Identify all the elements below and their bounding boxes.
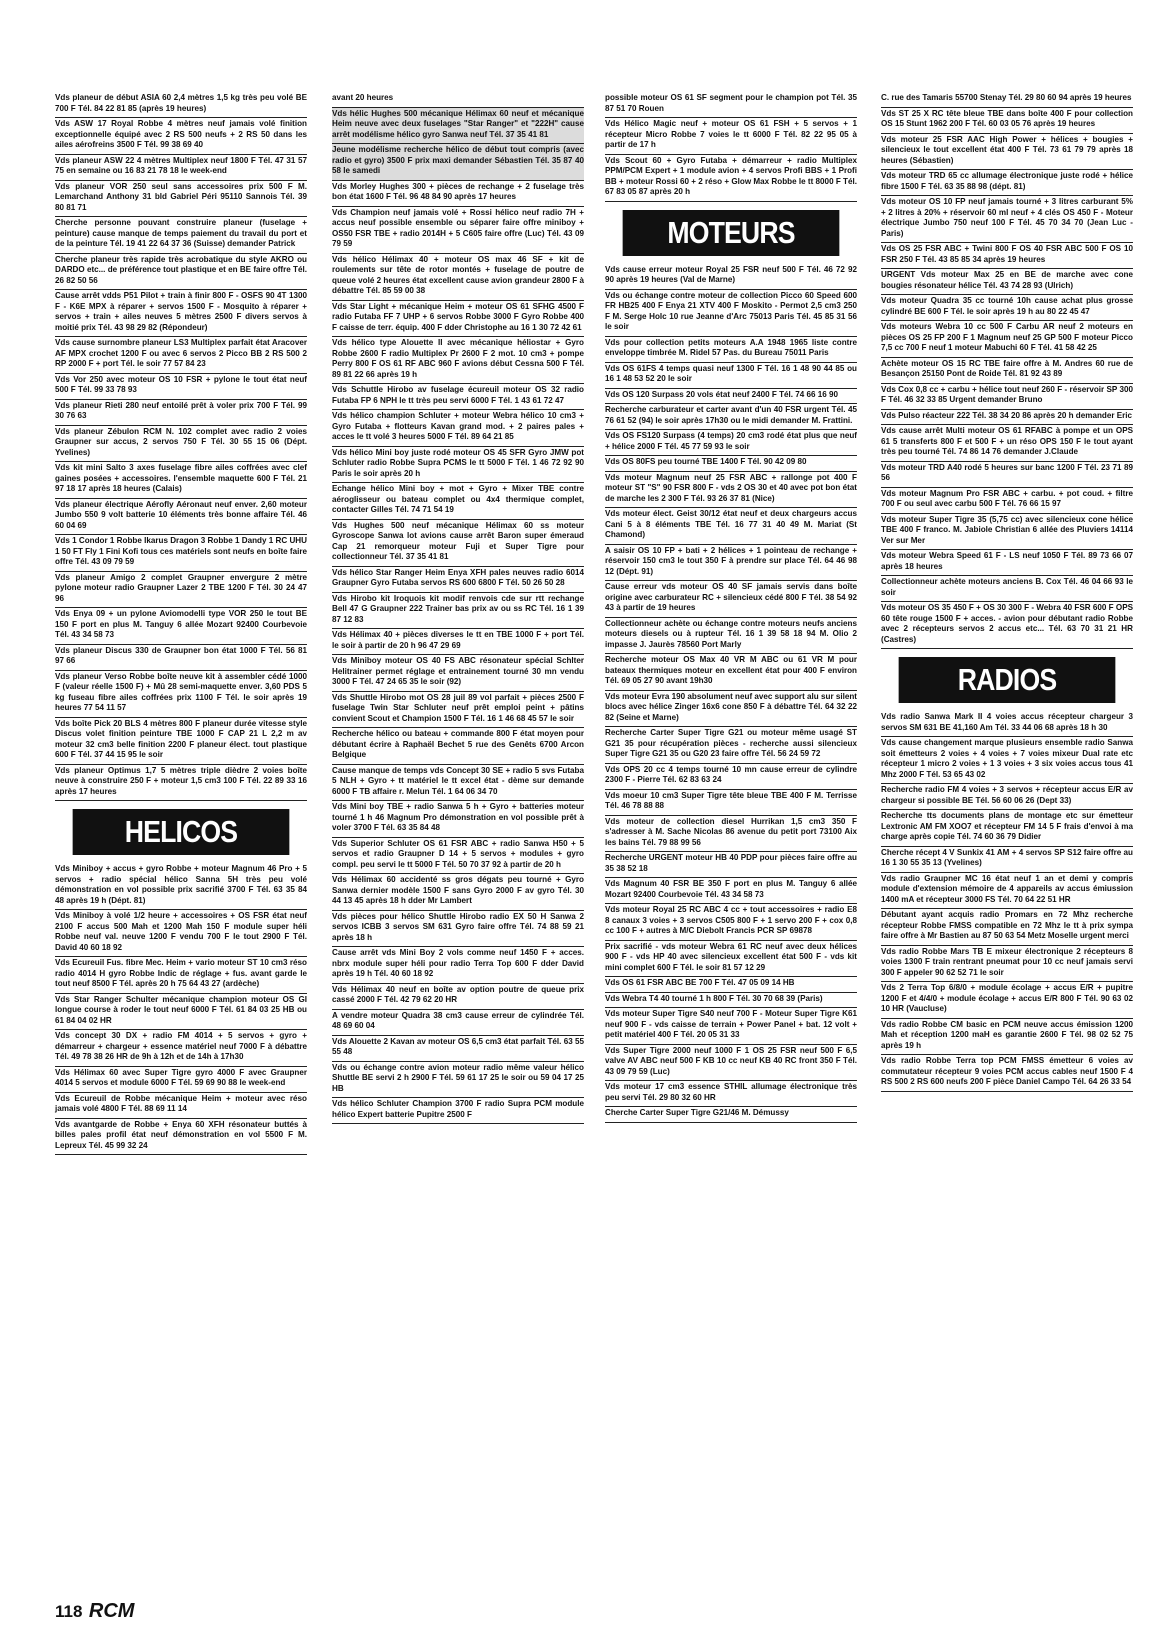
classified-ad: URGENT Vds moteur Max 25 en BE de marche avec cone bougies résonateur hélice Tél. 43 74 28 93 (Ulrich) xyxy=(881,269,1133,295)
classified-ad: Vds Hélico Magic neuf + moteur OS 61 FSH + 5 servos + 1 récepteur Micro Robbe 7 voies le tt 6000 F Tél. 82 22 95 05 à partir de 17 h xyxy=(605,118,857,155)
classified-ad: Vds moteur Super Tigre 35 (5,75 cc) avec silencieux cone hélice TBE 400 F franco. M. Jabiole Christian 6 allée des Pluviers 14114 Ver sur Mer xyxy=(881,514,1133,551)
classified-ad: Vds planeur VOR 250 seul sans accessoires prix 500 F M. Lemarchand Anthony 31 bld Gabriel Péri 95110 Sannois Tél. 39 80 81 71 xyxy=(55,181,307,218)
classified-ad: Vds moteur OS 10 FP neuf jamais tourné + 3 litres carburant 5% + 2 litres à 20% + réservoir 60 ml neuf + 4 clés OS 450 F - Moteur électrique Jumbo 750 neuf 100 F Tél. 45 70 34 70 (Jean Luc - Paris) xyxy=(881,196,1133,243)
column-4 xyxy=(881,92,1133,1092)
section-heading: HELICOS xyxy=(73,809,290,855)
classified-ad: Vds avantgarde de Robbe + Enya 60 XFH résonateur buttés à billes pales profil état neuf démonstration en vol 5500 F M. Lepreux Tél. 45 99 32 24 xyxy=(55,1119,307,1156)
classified-ad: Vds Scout 60 + Gyro Futaba + démarreur + radio Multiplex PPM/PCM Expert + 1 module avion + 4 servos Profi BBS + 1 Profi BB + moteur Rossi 60 + 2 réso + Glow Max Robbe le tt 8000 F Tél. 67 83 05 87 après 20 h xyxy=(605,155,857,202)
classified-ad: Recherche carburateur et carter avant d'un 40 FSR urgent Tél. 45 76 61 52 (94) le soir après 17h30 ou le midi demander M. Frattini. xyxy=(605,404,857,430)
classified-ad: Vds Star Ranger Schulter mécanique champion moteur OS GI longue course à roder le tout neuf 6000 F Tél. 61 84 03 25 HB ou 61 84 04 02 HR xyxy=(55,994,307,1031)
classified-ad: A vendre moteur Quadra 38 cm3 cause erreur de cylindrée Tél. 48 69 60 04 xyxy=(332,1010,584,1036)
classified-ad: Vds Pulso réacteur 222 Tél. 38 34 20 86 après 20 h demander Eric xyxy=(881,410,1133,426)
classified-ad: Vds Ecureuil de Robbe mécanique Heim + moteur avec réso jamais volé 4800 F Tél. 88 69 11 14 xyxy=(55,1093,307,1119)
classified-ad: Vds boîte Pick 20 BLS 4 mètres 800 F planeur durée vitesse style Discus volet finition peinture TBE 1000 F CAP 21 L 2,2 m av moteur 32 cm3 belle finition 2200 F planeur élect. tout plastique 600 F Tél. 37 44 15 95 le soir xyxy=(55,718,307,765)
classified-ad: Cherche Carter Super Tigre G21/46 M. Démussy xyxy=(605,1107,857,1123)
classified-ad: Vds pièces pour hélico Shuttle Hirobo radio EX 50 H Sanwa 2 servos ICBB 3 servos SM 631 Gyro faire offre Tél. 74 88 59 21 après 18 h xyxy=(332,911,584,948)
classified-ad: Vds Webra T4 40 tourné 1 h 800 F Tél. 30 70 68 39 (Paris) xyxy=(605,993,857,1009)
classified-ad: Recherche hélico ou bateau + commande 800 F état moyen pour débutant écrire à Raphaël Bechet 5 rue des Genêts 6700 Arcon Belgique xyxy=(332,728,584,765)
classified-ad: avant 20 heures xyxy=(332,92,584,108)
classified-ad: Cherche récept 4 V Sunkix 41 AM + 4 servos SP S12 faire offre au 16 1 30 55 35 13 (Yvelines) xyxy=(881,847,1133,873)
classified-ad: Vds moteur Super Tigre S40 neuf 700 F - Moteur Super Tigre K61 neuf 900 F - vds caisse de terrain + Power Panel + bat. 12 volt + petit matériel 400 F Tél. 20 05 31 33 xyxy=(605,1008,857,1045)
classified-ad: Cherche planeur très rapide très acrobatique du style AKRO ou DARDO etc... de préférence tout plastique et en BE faire offre Tél. 26 82 50 56 xyxy=(55,254,307,291)
classified-ad: Vds moteur de collection diesel Hurrikan 1,5 cm3 350 F s'adresser à M. Sache Nicolas 86 avenue du petit port 73100 Aix les bains Tél. 79 88 99 56 xyxy=(605,816,857,853)
classified-ad: Vds moteur TRD 65 cc allumage électronique juste rodé + hélice fibre 1500 F Tél. 63 35 88 98 (dépt. 81) xyxy=(881,170,1133,196)
classified-ad: Vds Star Light + mécanique Heim + moteur OS 61 SFHG 4500 F radio Futaba FF 7 UHP + 6 servos Robbe 3000 F Gyro Robbe 400 F caisse de terr. équip. 400 F dder Christophe au 16 1 30 72 42 61 xyxy=(332,301,584,338)
classified-ad: Vds OS 80FS peu tourné TBE 1400 F Tél. 90 42 09 80 xyxy=(605,456,857,472)
classified-ad: Vds hélico type Alouette II avec mécanique héliostar + Gyro Robbe 2600 F radio Multiplex Pr 2600 F 2 mot. 10 cm3 + pompe Perry 800 F OS 61 RF ABC 960 F avions début Cessna 500 F Tél. 89 81 22 66 après 19 h xyxy=(332,337,584,384)
classified-ad: Vds planeur électrique Aérofly Aéronaut neuf enver. 2,60 moteur Jumbo 550 9 volt batterie 10 éléments très bonne affaire Tél. 46 60 04 69 xyxy=(55,499,307,536)
classified-ad: Vds moteur Quadra 35 cc tourné 10h cause achat plus grosse cylindré BE 600 F Tél. le soir après 19 h au 80 22 45 47 xyxy=(881,295,1133,321)
classified-ad: Vds planeur Discus 330 de Graupner bon état 1000 F Tél. 56 81 97 66 xyxy=(55,645,307,671)
classified-ad: Vds moteur 25 FSR AAC High Power + hélices + bougies + silencieux le tout excellent état 400 F Tél. 73 61 79 79 après 18 heures (Sébastien) xyxy=(881,134,1133,171)
classified-ad: Vds radio Graupner MC 16 état neuf 1 an et demi y compris module d'extension mémoire de 4 appareils av accus émiussion 1400 mA et récepteur 3000 FS Tél. 70 64 22 51 HR xyxy=(881,873,1133,910)
classified-ad: Vds hélico Star Ranger Heim Enya XFH pales neuves radio 6014 Graupner Gyro Futaba servos RS 600 6800 F Tél. 50 26 50 28 xyxy=(332,567,584,593)
classified-ad: Vds moteur Magnum neuf 25 FSR ABC + rallonge pot 400 F moteur ST "S" 90 FSR 800 F - vds 2 OS 30 et 40 avec pot bon état de marche les 2 300 F Tél. 93 26 37 81 (Nice) xyxy=(605,472,857,509)
classified-ad: Vds planeur Zébulon RCM N. 102 complet avec radio 2 voies Graupner sur accus, 2 servos 750 F Tél. 30 55 15 06 (Dépt. Yvelines) xyxy=(55,426,307,463)
classified-ad: Collectionneur achète moteurs anciens B. Cox Tél. 46 04 66 93 le soir xyxy=(881,576,1133,602)
section-heading: RADIOS xyxy=(899,657,1116,703)
magazine-logo: RCM xyxy=(88,1600,135,1622)
classified-ad: Vds moteur OS 35 450 F + OS 30 300 F - Webra 40 FSR 600 F OPS 60 tête rouge 1500 F + acces. - avion pour débutant radio Robbe avec 2 récepteurs servos 2 accus etc... Tél. 63 70 31 21 HR (Castres) xyxy=(881,602,1133,649)
classified-ad: Vds planeur Optimus 1,7 5 mètres triple dièdre 2 voies boîte neuve à construire 250 F + moteur 1,5 cm3 100 F Tél. 22 89 33 16 après 17 heures xyxy=(55,765,307,802)
classified-ad: Vds Enya 09 + un pylone Aviomodelli type VOR 250 le tout BE 150 F port en plus M. Tanguy 6 allée Mozart 92400 Courbevoie Tél. 43 34 58 73 xyxy=(55,608,307,645)
classified-ad: Cause arrêt vdds P51 Pilot + train à finir 800 F - OSFS 90 4T 1300 F - K6E MPX à réparer + servos 1500 F - Mosquito à réparer + servos + train + ailes neuves 5 mètres 2500 F divers servos à moitié prix Tél. 43 98 29 82 (Répondeur) xyxy=(55,290,307,337)
classified-ad: Vds OPS 20 cc 4 temps tourné 10 mn cause erreur de cylindre 2300 F - Pierre Tél. 62 83 63 24 xyxy=(605,764,857,790)
classified-ad: Cause manque de temps vds Concept 30 SE + radio 5 svs Futaba 5 NLH + Gyro + tt matériel le tt excel état - dème sur demande 6000 F TB affaire r. Melun Tél. 1 64 06 34 70 xyxy=(332,765,584,802)
classified-ad: Vds ou échange contre avion moteur radio même valeur hélico Shuttle BE servi 2 h 2900 F Tél. 59 61 17 25 le soir ou 59 04 17 25 HB xyxy=(332,1062,584,1099)
classified-ad: Vds Vor 250 avec moteur OS 10 FSR + pylone le tout état neuf 500 F Tél. 99 33 78 93 xyxy=(55,374,307,400)
classified-ad: Vds kit mini Salto 3 axes fuselage fibre ailes coffrées avec clef gaines posées + accessoires. l'ensemble maquette 600 F Tél. 21 97 18 17 après 18 heures (Calais) xyxy=(55,462,307,499)
classified-ad: Vds Super Tigre 2000 neuf 1000 F 1 OS 25 FSR neuf 500 F 6,5 valve AV ABC neuf 500 F KB 10 cc neuf KB 40 RC front 350 F Tél. 43 09 79 59 (Luc) xyxy=(605,1045,857,1082)
classified-ad: C. rue des Tamaris 55700 Stenay Tél. 29 80 60 94 après 19 heures xyxy=(881,92,1133,108)
page-number: 118 xyxy=(55,1602,83,1621)
classified-ad: Vds moeur 10 cm3 Super Tigre tête bleue TBE 400 F M. Terrisse Tél. 46 78 88 88 xyxy=(605,790,857,816)
page-footer xyxy=(55,1600,134,1623)
classified-ad: Vds Miniboy à volé 1/2 heure + accessoires + OS FSR état neuf 2100 F accus 500 Mah et 1200 Mah 150 F module super héli Robbe neuf val. neuve 1200 F vendu 700 F le tout 2900 F Tél. David 40 60 18 92 xyxy=(55,910,307,957)
classified-ad: Vds Magnum 40 FSR BE 350 F port en plus M. Tanguy 6 allée Mozart 92400 Courbevoie Tél. 43 34 58 73 xyxy=(605,878,857,904)
column-3 xyxy=(605,92,857,1123)
classified-ad: Vds Miniboy + accus + gyro Robbe + moteur Magnum 46 Pro + 5 servos + radio spécial hélico Sanna 5H très peu volé démonstration en vol possible prix sacrifié 3700 F Tél. 63 35 84 48 après 19 h (Dépt. 81) xyxy=(55,863,307,910)
classified-ad: Vds moteur Royal 25 RC ABC 4 cc + tout accessoires + radio E8 8 canaux 3 voies + 3 servos C505 800 F + 1 servo 200 F + cox 0,8 cc 100 F + autres à M/C Diebolt Francis PCR SP 69878 xyxy=(605,904,857,941)
classified-ad: Vds ASW 17 Royal Robbe 4 mètres neuf jamais volé finition exceptionnelle équipé avec 2 RS 500 neufs + 2 RS 50 dans les ailes aérofreins 3500 F Tél. 99 38 69 40 xyxy=(55,118,307,155)
classified-ad: Vds 1 Condor 1 Robbe Ikarus Dragon 3 Robbe 1 Dandy 1 RC UHU 1 50 FT Fly 1 Fini Kofi tous ces matériels sont neufs en boîte faire offre Tél. 43 09 79 59 xyxy=(55,535,307,572)
classified-ad: Vds planeur Amigo 2 complet Graupner envergure 2 mètre pylone moteur radio Graupner Lazer 2 TBE 1200 F Tél. 30 24 47 96 xyxy=(55,572,307,609)
classified-ad: Vds Hélimax 40 + pièces diverses le tt en TBE 1000 F + port Tél. le soir à partir de 20 h 96 47 29 69 xyxy=(332,629,584,655)
classified-ad: Vds planeur Verso Robbe boîte neuve kit à assembler cédé 1000 F (valeur réelle 1500 F) + Mû 28 semi-maquette enver. 3,60 PDS 5 kg fuseau fibre ailes coffrées prix 1100 F Tél. le soir après 19 heures 77 54 11 57 xyxy=(55,671,307,718)
classified-ad: Vds radio Robbe Mars TB E mixeur électronique 2 récepteurs 8 voies 1300 F train rentrant pneumat pour 10 cc neuf jamais servi 300 F appeler 90 62 52 71 le soir xyxy=(881,946,1133,983)
classified-ad: Vds moteurs Webra 10 cc 500 F Carbu AR neuf 2 moteurs en pièces OS 25 FP 200 F 1 Magnum neuf 25 GP 500 F moteur Picco 7,5 cc 700 F neuf 1 moteur Mabuchi 60 F Tél. 41 58 42 25 xyxy=(881,321,1133,358)
classified-ad: Vds moteur Webra Speed 61 F - LS neuf 1050 F Tél. 89 73 66 07 après 18 heures xyxy=(881,550,1133,576)
classified-ad: Vds 2 Terra Top 6/8/0 + module écolage + accus E/R + pupitre 1200 F et 4/4/0 + module écolage + accus E/R 800 F Tél. 90 63 02 10 HR (Vaucluse) xyxy=(881,982,1133,1019)
classified-ad: Vds ou échange contre moteur de collection Picco 60 Speed 600 FR HB25 400 F Enya 21 XTV 400 F Moskito - Permot 2,5 cm3 250 F M. Serge Holc 10 rue Jeanne d'Arc 75013 Paris Tél. 45 85 31 56 le soir xyxy=(605,290,857,337)
classified-ad: Vds Hélimax 60 avec Super Tigre gyro 4000 F avec Graupner 4014 5 servos et module 6000 F Tél. 59 69 90 88 le week-end xyxy=(55,1067,307,1093)
classified-ad: Vds Miniboy moteur OS 40 FS ABC résonateur spécial Schlter Helitrainer permet réglage et entrainement tourné 30 mn vendu 3000 F Tél. 47 24 65 35 le soir (92) xyxy=(332,655,584,692)
classified-ad: Vds Superior Schluter OS 61 FSR ABC + radio Sanwa H50 + 5 servos et radio Graupner D 14 + 5 servos + modules + gyro compl. peu servi le tt 5000 F Tél. 50 70 37 92 à partir de 20 h xyxy=(332,838,584,875)
classified-ad: Vds Hélimax 40 neuf en boîte av option poutre de queue prix cassé 2000 F Tél. 42 79 62 20 HR xyxy=(332,984,584,1010)
classified-ad: Vds Ecureuil Fus. fibre Mec. Heim + vario moteur ST 10 cm3 réso radio 4014 H gyro Robbe Indic de réglage + fus. avant garde le tout neuf 8500 F Tél. après 20 h 75 64 43 27 (ardèche) xyxy=(55,957,307,994)
classified-ad: A saisir OS 10 FP + bati + 2 hélices + 1 pointeau de rechange + réservoir 150 cm3 le tout 350 F à prendre sur place Tél. 64 46 98 12 (Dépt. 91) xyxy=(605,545,857,582)
classified-ad: Vds OS 61 FSR ABC BE 700 F Tél. 47 05 09 14 HB xyxy=(605,977,857,993)
column-1 xyxy=(55,92,307,1155)
classified-ad: Cause arrêt vds Mini Boy 2 vols comme neuf 1450 F + acces. nbrx module super héli pour radio Terra Top 600 F dder David après 19 h Tél. 40 60 18 92 xyxy=(332,947,584,984)
classified-ad: Vds radio Robbe Terra top PCM FMSS émetteur 6 voies av commutateur récepteur 9 voies PCM accus cables neuf 1500 F 4 RS 500 2 RS 600 neufs 200 F pièce Daniel Campo Tél. 64 26 33 54 xyxy=(881,1055,1133,1092)
classified-ad: Vds Shuttle Hirobo mot OS 28 juil 89 vol parfait + pièces 2500 F fuselage Twin Star Schluter neuf prêt emploi peint + pâtins convient Scout et Champion 1500 F Tél. 16 1 46 68 45 57 le soir xyxy=(332,692,584,729)
classified-ad: Jeune modélisme recherche hélico de début tout compris (avec radio et gyro) 3500 F prix maxi demander Sébastien Tél. 35 87 40 58 le samedi xyxy=(332,144,584,181)
classified-ad: Vds radio Sanwa Mark II 4 voies accus récepteur chargeur 3 servos SM 631 BE 41,160 Am Tél. 33 44 06 68 après 18 h 30 xyxy=(881,711,1133,737)
classified-ad: Vds ST 25 X RC tête bleue TBE dans boîte 400 F pour collection OS 15 Stunt 1962 200 F Tél. 60 03 05 76 après 19 heures xyxy=(881,108,1133,134)
classified-ad: possible moteur OS 61 SF segment pour le champion pot Tél. 35 87 51 70 Rouen xyxy=(605,92,857,118)
classified-ad: Vds moteur élect. Geist 30/12 état neuf et deux chargeurs accus Cani 5 à 8 éléments TBE Tél. 16 77 31 40 49 M. Mariat (St Chamond) xyxy=(605,508,857,545)
classified-ad: Vds Morley Hughes 300 + pièces de rechange + 2 fuselage très bon état 1600 F Tél. 96 48 84 90 après 17 heures xyxy=(332,181,584,207)
classified-ad: Vds Hirobo kit Iroquois kit modif renvois cde sur rtt rechange Bell 47 G Graupner 222 Trainer bas prix av ou ss RC Tél. 16 1 39 87 12 83 xyxy=(332,593,584,630)
classified-ad: Vds moteur 17 cm3 essence STHIL allumage électronique très peu servi Tél. 29 80 32 60 HR xyxy=(605,1081,857,1107)
classified-ad: Vds planeur de début ASIA 60 2,4 mètres 1,5 kg très peu volé BE 700 F Tél. 84 22 81 85 (après 19 heures) xyxy=(55,92,307,118)
classified-ad: Vds OS 61FS 4 temps quasi neuf 1300 F Tél. 16 1 48 90 44 85 ou 16 1 48 53 52 20 le soir xyxy=(605,363,857,389)
classified-ad: Cause erreur vds moteur OS 40 SF jamais servis dans boîte origine avec carburateur RC + silencieux cédé 800 F Tél. 38 54 92 43 à partir de 19 heures xyxy=(605,581,857,618)
classified-ad: Vds hélico champion Schluter + moteur Webra hélico 10 cm3 + Gyro Futaba + flotteurs Kavan grand mod. + 2 paires pales + acces le tt volé 3 heures 5000 F Tél. 89 64 21 85 xyxy=(332,410,584,447)
classified-ad: Vds cause surnombre planeur LS3 Multiplex parfait état Aracover AF MPX crochet 1200 F ou avec 6 servos 2 Picco BB 2 RS 500 2 RP 2000 F + port Tél. le soir 77 57 84 23 xyxy=(55,337,307,374)
classified-ad: Vds Hélimax 60 accidenté ss gros dégats peu tourné + Gyro Sanwa dernier modèle 1500 F sans Gyro 2000 F av gyro Tél. 30 44 13 45 après 18 h dder Mr Lambert xyxy=(332,874,584,911)
classified-ad: Vds pour collection petits moteurs A.A 1948 1965 liste contre enveloppe timbrée M. Ridel 57 Pas. du Bureau 75011 Paris xyxy=(605,337,857,363)
classified-ad: Vds radio Robbe CM basic en PCM neuve accus émission 1200 Mah et réception 1200 maH es garantie 2600 F Tél. 98 02 52 75 après 19 h xyxy=(881,1019,1133,1056)
classified-ad: Vds hélico Mini boy juste rodé moteur OS 45 SFR Gyro JMW pot Schluter radio Robbe Supra PCMS le tt 5000 F Tél. 1 46 72 92 90 Paris le soir après 20 h xyxy=(332,447,584,484)
classified-ad: Vds cause arrêt Multi moteur OS 61 RFABC à pompe et un OPS 61 5 transferts 800 F et 500 F + un réso OPS 150 F le tout ayant très peu tourné Tél. 74 86 14 76 demander J.Claude xyxy=(881,425,1133,462)
classified-ad: Débutant ayant acquis radio Promars en 72 Mhz recherche récepteur Robbe FMSS compatible en 72 Mhz le tt à prix sympa faire offre à Mr Bastien au 87 50 63 54 Metz Moselle urgent merci xyxy=(881,909,1133,946)
classified-ad: Vds planeur ASW 22 4 mètres Multiplex neuf 1800 F Tél. 47 31 57 75 en semaine ou 16 83 21 78 18 le week-end xyxy=(55,155,307,181)
classified-ad: Recherche radio FM 4 voies + 3 servos + récepteur accus E/R av chargeur si possible BE Tél. 56 60 06 26 (Dept 33) xyxy=(881,784,1133,810)
classified-ad: Vds concept 30 DX + radio FM 4014 + 5 servos + gyro + démarreur + chargeur + essence matériel neuf 7000 F à débattre Tél. 49 78 38 26 HR de 9h à 12h et de 14h à 17h30 xyxy=(55,1030,307,1067)
section-heading: MOTEURS xyxy=(623,210,840,256)
classified-ad: Collectionneur achète ou échange contre moteurs neufs anciens moteurs diesels ou à rupteur Tél. 16 1 39 58 18 94 M. Olio 2 impasse J. Jaurès 78560 Port Marly xyxy=(605,618,857,655)
classified-ad: Vds hélico Schluter Champion 3700 F radio Supra PCM module hélico Expert batterie Pupitre 2500 F xyxy=(332,1098,584,1124)
column-2 xyxy=(332,92,584,1124)
classified-ad: Cherche personne pouvant construire planeur (fuselage + peinture) cause manque de temps paiement du travail du port et de la peinture Tél. 19 41 22 64 37 36 (Suisse) demander Patrick xyxy=(55,217,307,254)
classified-ad: Vds Mini boy TBE + radio Sanwa 5 h + Gyro + batteries moteur tourné 1 h 46 Magnum Pro démonstration en vol possible prêt à voler 3700 F Tél. 63 35 84 48 xyxy=(332,801,584,838)
classified-ad: Vds OS 25 FSR ABC + Twini 800 F OS 40 FSR ABC 500 F OS 10 FSR 250 F Tél. 43 85 85 34 après 19 heures xyxy=(881,243,1133,269)
classified-ad: Vds moteur Evra 190 absolument neuf avec support alu sur silent blocs avec hélice Zinger 16x6 cone 850 F à débattre Tél. 64 32 22 82 (Seine et Marne) xyxy=(605,691,857,728)
classified-ad: Prix sacrifié - vds moteur Webra 61 RC neuf avec deux hélices 900 F - vds HP 40 avec silencieux excellent état 500 F - vds kit mini complet 600 F Tél. le soir 81 57 12 29 xyxy=(605,941,857,978)
classified-ad: Vds cause erreur moteur Royal 25 FSR neuf 500 F Tél. 46 72 92 90 après 19 heures (Val de Marne) xyxy=(605,264,857,290)
classified-ad: Vds moteur TRD A40 rodé 5 heures sur banc 1200 F Tél. 23 71 89 56 xyxy=(881,462,1133,488)
classified-ad: Vds Hughes 500 neuf mécanique Hélimax 60 ss moteur Gyroscope Sanwa lot avions cause arrêt Baron super émeraud Cap 21 remorqueur moteur Fuji et Super Tigre pour collectionneur Tél. 37 35 41 81 xyxy=(332,520,584,567)
classified-ad: Echange hélico Mini boy + mot + Gyro + Mixer TBE contre aéroglisseur ou bateau complet ou 4x4 thermique complet, contacter Gilles Tél. 74 71 54 19 xyxy=(332,483,584,520)
classified-ad: Vds cause changement marque plusieurs ensemble radio Sanwa soit émetteurs 2 voies + 4 voies + 7 voies mixeur Dual rate etc récepteur 1 micro 2 voies + 1 3 voies + 3 six voies accus tous 41 Mhz 2000 F Tél. 53 65 43 02 xyxy=(881,737,1133,784)
classified-ad: Vds Champion neuf jamais volé + Rossi hélico neuf radio 7H + accus neuf possible ensemble ou séparer faire offre miniboy + OS50 FSR TBE + radio 2014H + 5 C605 faire offre (Luc) Tél. 43 09 79 59 xyxy=(332,207,584,254)
classified-ad: Vds moteur Magnum Pro FSR ABC + carbu. + pot coud. + filtre 700 F ou seul avec carbu 500 F Tél. 76 66 15 97 xyxy=(881,488,1133,514)
classified-ad: Vds hélico Hélimax 40 + moteur OS max 46 SF + kit de roulements sur tête de rotor montés + fuselage de poutre de queue volé 2 heures état excellent cause avion grandeur 2800 F à débattre Tél. 85 59 00 38 xyxy=(332,254,584,301)
classified-ad: Vds Alouette 2 Kavan av moteur OS 6,5 cm3 état parfait Tél. 63 55 55 48 xyxy=(332,1036,584,1062)
classified-ad: Vds OS 120 Surpass 20 vols état neuf 2400 F Tél. 74 66 16 90 xyxy=(605,389,857,405)
classified-ad: Recherche tts documents plans de montage etc sur émetteur Lextronic AM FM XOO7 et récepteur FM 14 5 F frais d'envoi à ma charge après copie Tél. 74 60 36 79 Didier xyxy=(881,810,1133,847)
classified-ad: Recherche moteur OS Max 40 VR M ABC ou 61 VR M pour bateaux thermiques moteur en excellent état pour 400 F environ Tél. 69 05 27 90 avant 19h30 xyxy=(605,654,857,691)
classified-ad: Vds planeur Rieti 280 neuf entoilé prêt à voler prix 700 F Tél. 99 30 76 63 xyxy=(55,400,307,426)
classified-ad: Vds hélic Hughes 500 mécanique Hélimax 60 neuf et mécanique Heim neuve avec deux fuselages "Star Ranger" et "222H" cause arrêt modélisme hélico gyro Sanwa neuf Tél. 37 35 41 81 xyxy=(332,108,584,145)
classified-ad: Vds OS FS120 Surpass (4 temps) 20 cm3 rodé état plus que neuf + hélice 2000 F Tél. 45 77 59 93 le soir xyxy=(605,430,857,456)
classified-ad: Achète moteur OS 15 RC TBE faire offre à M. Andres 60 rue de Besançon 25150 Pont de Roide Tél. 81 92 43 89 xyxy=(881,358,1133,384)
classified-ad: Vds Cox 0,8 cc + carbu + hélice tout neuf 260 F - réservoir SP 300 F Tél. 46 32 33 85 Urgent demander Bruno xyxy=(881,384,1133,410)
classified-ad: Recherche Carter Super Tigre G21 ou moteur même usagé ST G21 35 pour récupération pièces - recherche aussi silencieux Super Tigre G21 35 ou G20 23 faire offre Tél. 56 24 59 72 xyxy=(605,727,857,764)
classified-ad: Recherche URGENT moteur HB 40 PDP pour pièces faire offre au 35 38 52 18 xyxy=(605,852,857,878)
classified-ad: Vds Schuttle Hirobo av fuselage écureuil moteur OS 32 radio Futaba FP 6 NPH le tt très peu servi 6000 F Tél. 1 43 61 72 47 xyxy=(332,384,584,410)
